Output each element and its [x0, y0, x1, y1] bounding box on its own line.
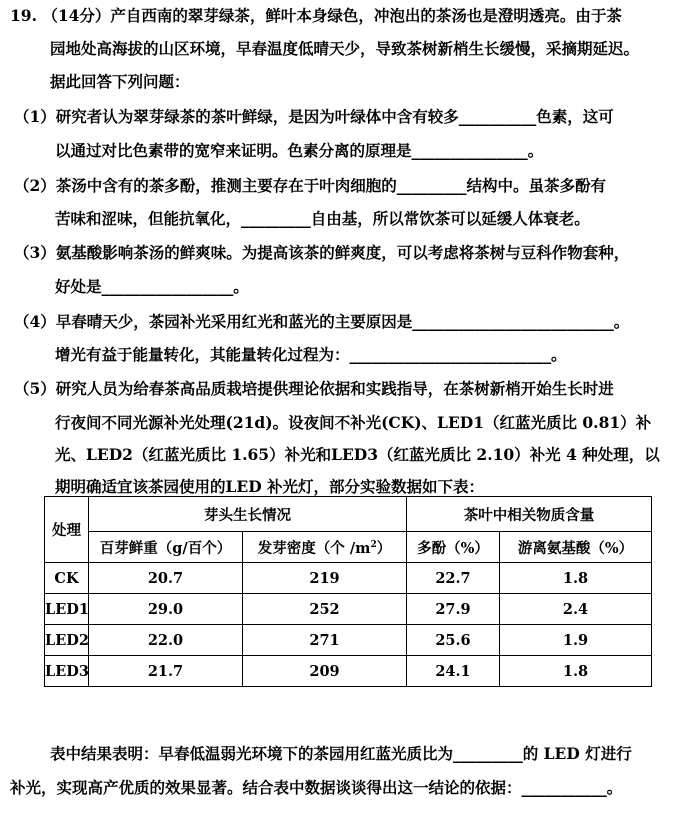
header-amino-acid: 游离氨基酸（%） — [500, 532, 652, 563]
cell-polyphenol: 27.9 — [407, 594, 500, 625]
table-row — [45, 594, 652, 625]
table-row — [45, 563, 652, 594]
cell-density: 271 — [243, 625, 407, 656]
question-line: 园地处高海拔的山区环境，早春温度低晴天少，导致茶树新梢生长缓慢，采摘期延迟。 — [50, 39, 640, 58]
subquestion-2-line: 苦味和涩味，但能抗氧化，_________自由基，所以常饮茶可以延缓人体衰老。 — [55, 209, 590, 228]
cell-weight: 29.0 — [89, 594, 243, 625]
cell-amino: 2.4 — [500, 594, 652, 625]
header-tea-content: 茶叶中相关物质含量 — [407, 497, 652, 532]
subquestion-1-line: 以通过对比色素带的宽窄来证明。色素分离的原理是_______________。 — [55, 141, 544, 160]
subquestion-5-line: 行夜间不同光源补光处理(21d)。设夜间不补光(CK)、LED1（红蓝光质比 0.81）补 — [55, 413, 652, 432]
header-bud-growth: 芽头生长情况 — [89, 497, 407, 532]
conclusion-line: 补光，实现高产优质的效果显著。结合表中数据谈谈得出这一结论的依据：___________。 — [10, 778, 623, 797]
subquestion-5-line: 光、LED2（红蓝光质比 1.65）补光和LED3（红蓝光质比 2.10）补光 4 种处理，以 — [55, 445, 660, 464]
question-line: 据此回答下列问题： — [50, 72, 190, 91]
subquestion-1-line: （1）研究者认为翠芽绿茶的茶叶鲜绿，是因为叶绿体中含有较多__________色素，这可 — [14, 107, 614, 126]
header-bud-weight: 百芽鲜重（g/百个） — [89, 532, 243, 563]
question-line: 19. （14分）产自西南的翠芽绿茶，鲜叶本身绿色，冲泡出的茶汤也是澄明透亮。由于茶 — [10, 6, 622, 25]
subquestion-5-line: 期明确适宜该茶园使用的LED 补光灯，部分实验数据如下表： — [55, 477, 485, 496]
table-row — [45, 656, 652, 687]
table-header-row — [45, 497, 652, 532]
subquestion-4-line: 增光有益于能量转化，其能量转化过程为：__________________________。 — [55, 345, 567, 364]
cell-density: 209 — [243, 656, 407, 687]
table-row — [45, 625, 652, 656]
subquestion-5-line: （5）研究人员为给春茶高品质栽培提供理论依据和实践指导，在茶树新梢开始生长时进 — [14, 379, 614, 398]
cell-polyphenol: 24.1 — [407, 656, 500, 687]
subquestion-2-line: （2）茶汤中含有的茶多酚，推测主要存在于叶肉细胞的_________结构中。虽茶多酚有 — [14, 176, 607, 195]
conclusion-line: 表中结果表明：早春低温弱光环境下的茶园用红蓝光质比为_________的 LED 灯进行 — [50, 744, 632, 763]
header-treatment: 处理 — [45, 497, 89, 563]
cell-treatment: LED1 — [45, 594, 89, 625]
cell-weight: 21.7 — [89, 656, 243, 687]
experiment-data-table — [44, 496, 652, 687]
cell-weight: 22.0 — [89, 625, 243, 656]
subquestion-4-line: （4）早春晴天少，茶园补光采用红光和蓝光的主要原因是__________________________。 — [14, 312, 630, 331]
cell-treatment: LED2 — [45, 625, 89, 656]
cell-treatment: CK — [45, 563, 89, 594]
cell-amino: 1.8 — [500, 656, 652, 687]
header-polyphenol: 多酚（%） — [407, 532, 500, 563]
cell-amino: 1.8 — [500, 563, 652, 594]
cell-polyphenol: 22.7 — [407, 563, 500, 594]
subquestion-3-line: （3）氨基酸影响茶汤的鲜爽味。为提高该茶的鲜爽度，可以考虑将茶树与豆科作物套种， — [14, 243, 630, 262]
cell-treatment: LED3 — [45, 656, 89, 687]
subquestion-3-line: 好处是_________________。 — [55, 277, 249, 296]
cell-amino: 1.9 — [500, 625, 652, 656]
header-bud-density: 发芽密度（个 $/m^2$） — [243, 532, 407, 563]
cell-weight: 20.7 — [89, 563, 243, 594]
cell-density: 219 — [243, 563, 407, 594]
cell-polyphenol: 25.6 — [407, 625, 500, 656]
table-subheader-row — [45, 532, 652, 563]
cell-density: 252 — [243, 594, 407, 625]
